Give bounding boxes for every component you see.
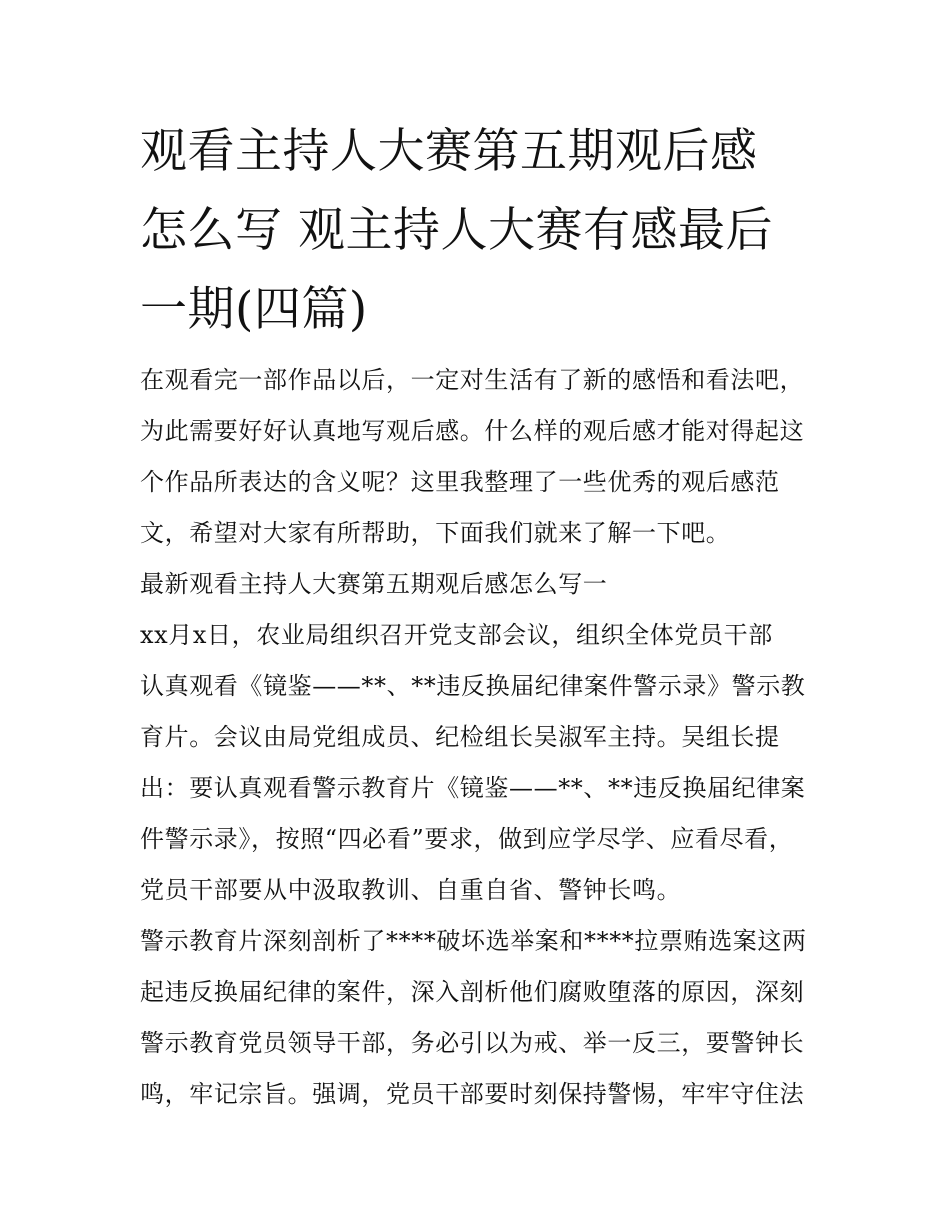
title-line: 一期(四篇) <box>140 282 368 337</box>
document-page <box>140 112 812 1120</box>
body-line: 党员干部要从中汲取教训、自重自省、警钟长鸣。 <box>140 876 682 904</box>
body-line: 警示教育片深刻剖析了****破坏选举案和****拉票贿选案这两 <box>140 927 807 955</box>
body-line: 文，希望对大家有所帮助，下面我们就来了解一下吧。 <box>140 519 731 547</box>
title-line: 观看主持人大赛第五期观后感 <box>140 124 758 179</box>
document-title <box>140 112 812 349</box>
body-line: 在观看完一部作品以后，一定对生活有了新的感悟和看法吧， <box>140 366 805 394</box>
document-body <box>140 355 812 1120</box>
section-heading: 最新观看主持人大赛第五期观后感怎么写一 <box>140 570 608 598</box>
body-line: 个作品所表达的含义呢？这里我整理了一些优秀的观后感范 <box>140 468 780 496</box>
body-line: 育片。会议由局党组成员、纪检组长吴淑军主持。吴组长提 <box>140 723 780 751</box>
body-line: 件警示录》，按照“四必看”要求，做到应学尽学、应看尽看， <box>140 825 794 853</box>
body-line: xx月x日，农业局组织召开党支部会议，组织全体党员干部 <box>140 621 773 649</box>
body-line: 出：要认真观看警示教育片《镜鉴——**、**违反换届纪律案 <box>140 774 806 802</box>
body-line: 为此需要好好认真地写观后感。什么样的观后感才能对得起这 <box>140 417 805 445</box>
body-line: 警示教育党员领导干部，务必引以为戒、举一反三，要警钟长 <box>140 1029 805 1057</box>
body-line: 起违反换届纪律的案件，深入剖析他们腐败堕落的原因，深刻 <box>140 978 805 1006</box>
title-line: 怎么写 观主持人大赛有感最后 <box>140 203 773 258</box>
body-line: 认真观看《镜鉴——**、**违反换届纪律案件警示录》警示教 <box>140 672 806 700</box>
body-line: 鸣，牢记宗旨。强调，党员干部要时刻保持警惕，牢牢守住法 <box>140 1080 805 1108</box>
